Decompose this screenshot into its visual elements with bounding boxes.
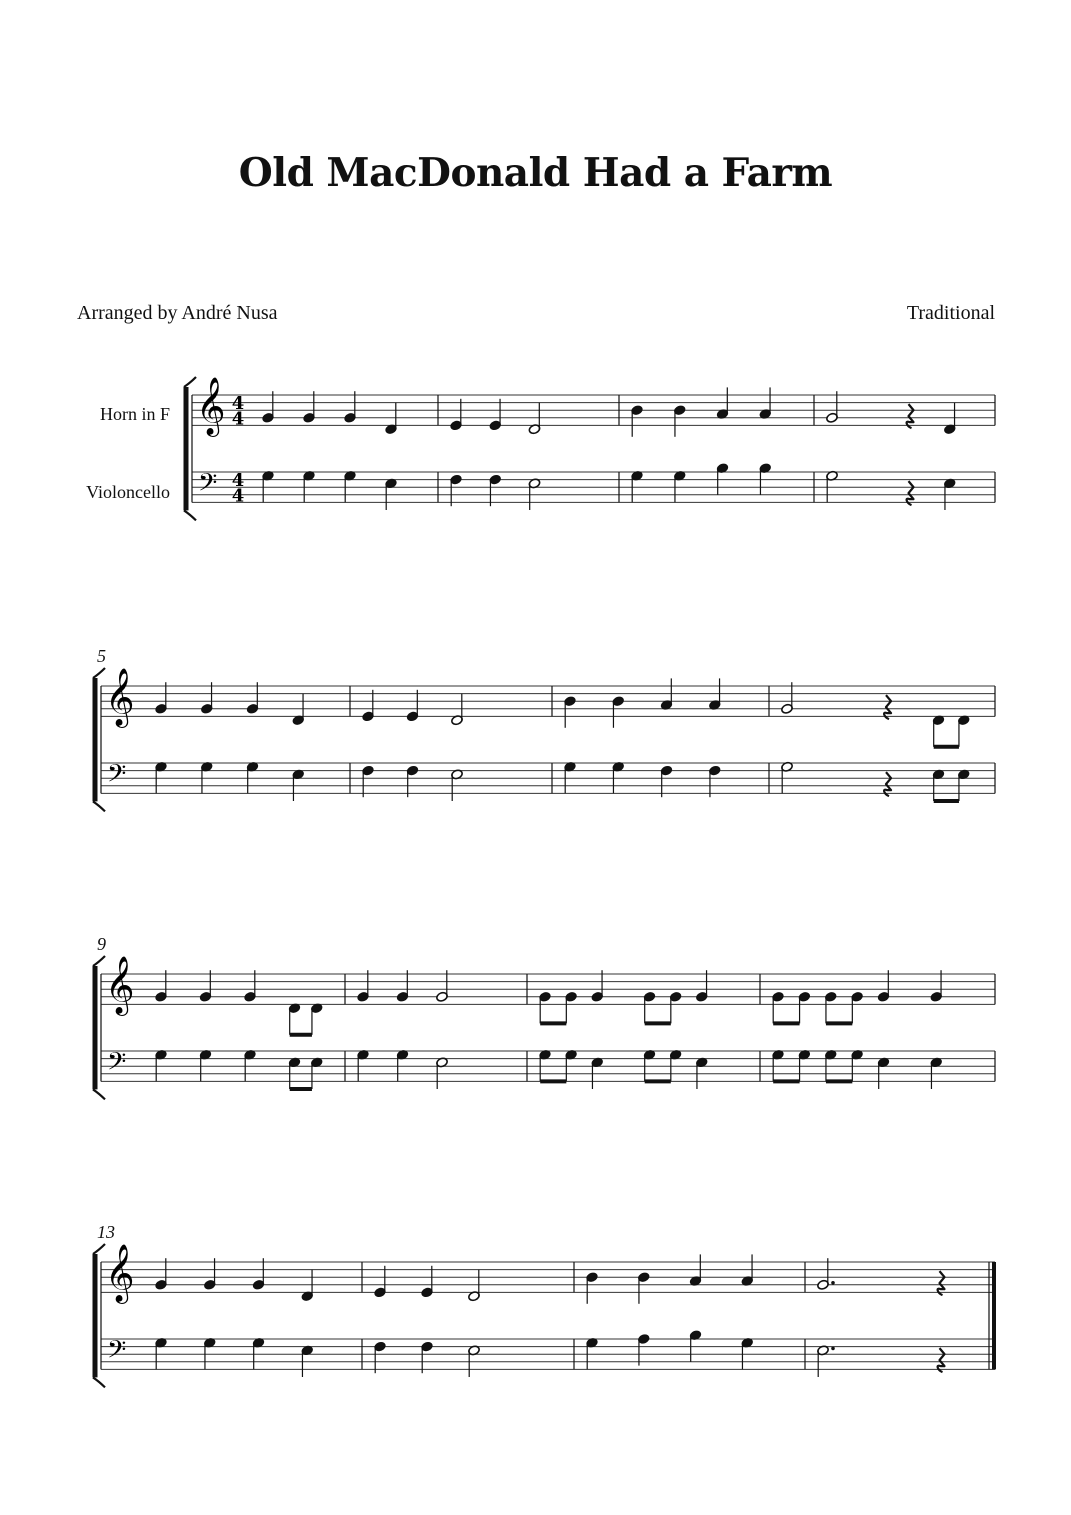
score-title: Old MacDonald Had a Farm <box>238 150 833 196</box>
time-signature-denominator: 4 <box>231 485 245 507</box>
bass-clef-icon: 𝄢 <box>107 1335 127 1371</box>
quarter-rest <box>884 695 891 719</box>
measure-number: 5 <box>97 646 106 666</box>
time-signature-numerator: 4 <box>231 470 245 492</box>
bracket-hook <box>184 377 196 387</box>
bass-clef-icon: 𝄢 <box>198 468 218 504</box>
bracket-hook <box>93 1377 105 1387</box>
bracket-hook <box>93 1089 105 1099</box>
bracket-hook <box>184 510 196 520</box>
measure-number: 9 <box>97 934 106 954</box>
bracket-hook <box>93 801 105 811</box>
treble-clef-icon: 𝄞 <box>105 667 135 726</box>
quarter-rest <box>938 1271 945 1295</box>
treble-clef-icon: 𝄞 <box>105 1243 135 1302</box>
bracket-hook <box>93 956 105 966</box>
treble-clef-icon: 𝄞 <box>105 955 135 1014</box>
time-signature-numerator: 4 <box>231 393 245 415</box>
quarter-rest <box>884 772 891 796</box>
treble-clef-icon: 𝄞 <box>196 376 226 435</box>
measure-number: 13 <box>97 1222 115 1242</box>
bass-clef-icon: 𝄢 <box>107 759 127 795</box>
quarter-rest <box>907 481 914 505</box>
augmentation-dot <box>831 1281 835 1285</box>
bass-clef-icon: 𝄢 <box>107 1047 127 1083</box>
time-signature-denominator: 4 <box>231 408 245 430</box>
quarter-rest <box>907 404 914 428</box>
bracket-hook <box>93 1244 105 1254</box>
instrument-label-cello: Violoncello <box>86 482 170 502</box>
arranger-credit: Arranged by André Nusa <box>77 302 278 324</box>
instrument-label-horn: Horn in F <box>99 404 170 424</box>
composer-credit: Traditional <box>906 302 995 324</box>
quarter-rest <box>938 1348 945 1372</box>
bracket-hook <box>93 668 105 678</box>
augmentation-dot <box>831 1347 835 1351</box>
